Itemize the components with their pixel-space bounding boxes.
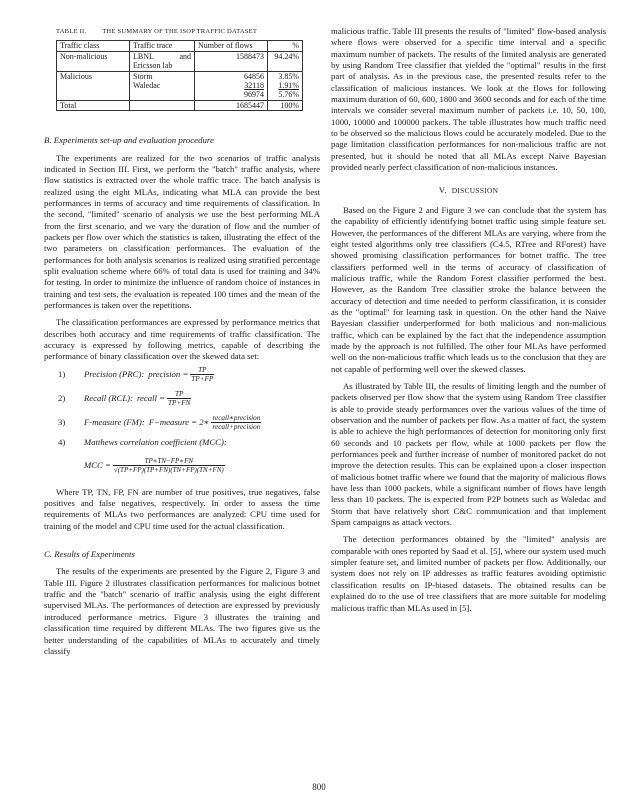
fraction-denominator: TP+FN (167, 399, 191, 408)
metric-index: 1) (58, 369, 66, 380)
table-cell: 94.24% (268, 51, 303, 71)
table-cell: Malicious (57, 71, 130, 81)
table-cell (57, 90, 130, 100)
fraction-denominator: recall+precision (212, 423, 261, 432)
table-row (57, 81, 303, 90)
mcc-formula (44, 451, 320, 481)
section-heading: C. Results of Experiments (44, 549, 135, 560)
table-row (57, 100, 303, 110)
table-cell: 96974 (195, 90, 268, 100)
dataset-table (56, 40, 303, 111)
table-cell (130, 100, 195, 110)
metric-fraction (211, 414, 261, 431)
table-cell: Waledac (130, 81, 195, 90)
metric-fraction (190, 366, 214, 383)
page-number: 800 (312, 782, 326, 792)
metric-item (44, 435, 320, 451)
section-heading (331, 185, 606, 196)
metric-name: Precision (PRC): (84, 369, 145, 380)
table-header-cell: Traffic class (57, 41, 130, 51)
table-title: THE SUMMARY OF THE ISOP TRAFFIC DATASET (102, 28, 258, 35)
metric-formula-lhs: precision = (148, 369, 189, 380)
section-number: V. (438, 185, 447, 196)
paragraph: The classification performances are expressed by performance metrics that describes both accuracy and time requirements of traffic classification. The accuracy is expressed by following metrics, capable of describing the performance of binary classification over the skewed data set: (44, 317, 320, 362)
table-cell: Storm (130, 71, 195, 81)
paragraph: Based on the Figure 2 and Figure 3 we can conclude that the system has the capability of efficiently identifying botnet traffic using simple feature set. However, the performances of the different MLAs are varying, where from the eight tested algorithms only tree classifiers (C4.5, RTree and RForest) have showed promising classification performances for botnet traffic. The tree classifiers performed well in the terms of accuracy of classification of malicious traffic, while the Random Forest classifier performed the best. However, as the Random Tree classifier stroke the balance between the accuracy of detection and time needed to perform classification, it is consider as the "optimal" for learning task in question. On the other hand the Naive Bayesian classifier underperformed for both malicious and non-malicious traffic, which can be explained by the fact that the independence assumption made by the approach is not fulfilled. The other four MLAs have performed well on the non-malicious traffic which leads us to the conclusion that they are not capable of performing well over the skewed classes. (331, 204, 606, 374)
mcc-fraction (113, 457, 225, 474)
table-row (57, 51, 303, 71)
table-header-row (57, 41, 303, 51)
table-cell (57, 81, 130, 90)
table-header-cell: % (268, 41, 303, 51)
table-cell: 1685447 (195, 100, 268, 110)
metric-name: Recall (RCL): (84, 393, 133, 404)
table-cell: 1.91% (268, 81, 303, 90)
section-heading: B. Experiments set-up and evaluation procedure (44, 135, 214, 146)
table-cell: 64856 (195, 71, 268, 81)
paragraph: malicious traffic. Table III presents the results of "limited" flow-based analysis where flows were observed for a specific time interval and a specific maximum number of packets. The results of the limited analysis are generated by using Random Tree classifier that yielded the "optimal" results in the first part of analysis. As in the previous case, the presented results refer to the classification of malicious instances. We look at the flows for following maximum duration of 60, 600, 1800 and 3600 seconds and for each of the time intervals we consider several maximum number of packets i.e. 10, 50, 100, 1000, 10000 and 100000 packets. The table illustrates how much traffic need to be observed so the malicious flows could be accurately modeled. Due to the page limitation classification performances for non-malicious traffic are not presented, but it should be noted that all MLAs except Naive Bayesian provided nearly perfect classification of non-malicious instances. (331, 26, 606, 173)
fraction-numerator: TP (190, 366, 214, 375)
table-cell: Total (57, 100, 130, 110)
table-row (57, 90, 303, 100)
table-cell: 5.76% (268, 90, 303, 100)
table-caption (56, 26, 320, 37)
table-header-cell: Number of flows (195, 41, 268, 51)
metric-name: Matthews correlation coefficient (MCC): (84, 437, 227, 448)
metric-formula-lhs: recall = (136, 393, 165, 404)
fraction-denominator: TP+FP (191, 375, 214, 384)
fraction-numerator: TP∗TN−FP∗FN (113, 457, 225, 466)
metric-index: 3) (58, 417, 66, 428)
metric-item (44, 363, 320, 387)
right-column (331, 26, 606, 614)
table-row (57, 71, 303, 81)
fraction-numerator: recall∗precision (212, 414, 261, 423)
section-title: DISCUSSION (451, 186, 499, 196)
metric-index: 4) (58, 437, 66, 448)
metric-item (44, 387, 320, 411)
table-cell (130, 90, 195, 100)
metric-formula-lhs: F−measure = 2∗ (148, 417, 210, 428)
paragraph: The results of the experiments are presented by the Figure 2, Figure 3 and Table III. Figure 2 illustrates classification performances for malicious botnet traffic and the "batch" scenario of traffic analysis using the eight different supervised MLAs. The performances of detection are expressed by previously introduced performance metrics. Figure 3 illustrates the training and classification time required by different MLAs. The two figures give us the better understanding of the capabilities of MLAs to accurately and timely classify (44, 566, 320, 656)
metric-fraction (167, 390, 191, 407)
table-cell: 32118 (195, 81, 268, 90)
mcc-lhs: MCC = (84, 460, 111, 471)
paragraph: The experiments are realized for the two scenarios of traffic analysis indicated in Section III. First, we perform the "batch" traffic analysis, where flow statistics is extracted over the whole traffic trace. The batch analysis is realized using the eight MLAs, indicating what MLA can provide the best performances in terms of accuracy and time requirements of classification. In the second, "limited" scenario of analysis we use the best performing MLA from the first scenario, and we vary the duration of flow and the number of packets per flow over which the statistics is taken, illustrating the effect of the two parameters on classification performances. The evaluation of the performances for both analysis scenarios is realized using stratified percentage split evaluation scheme where 66% of total data is used for training and 34% for testing. In order to minimize the influence of random choice of instances in training and test sets, the evaluation is repeated 100 times and the mean of the performances is taken over the repetitions. (44, 152, 320, 310)
table-cell: 100% (268, 100, 303, 110)
table-cell: 3.85% (268, 71, 303, 81)
metric-index: 2) (58, 393, 66, 404)
paragraph: The detection performances obtained by the "limited" analysis are comparable with ones reported by Saad et al. [5], where our system used much simpler feature set, and limited number of packets per flow. Additionally, our system does not rely on IP addresses as traffic features avoiding optimistic classification results on IP-biased datasets. The obtained results can be explained do to the use of tree classifiers that are more suitable for modeling malicious traffic than MLAs used in [5]. (331, 534, 606, 613)
table-cell: Non-malicious (57, 51, 130, 71)
paragraph: As illustrated by Table III, the results of limiting length and the number of packets observed per flow show that the system using Random Tree classifier is able to provide steady performances over the various values of the time of observation and the number of packets per flow. As a matter of fact, the system is able to achieve the high performances of detection for monitoring only first 60 seconds and 10 packets per flow, while at 1000 packets per flow the performances peek and further increase of number of monitored packet do not improve the detection results. This can be explained upon a closer inspection of malicious botnet traffic where we found that the majority of malicious flows have less than 1000 packets, while a significant number of flows have length less than 10 packets. The is expected from P2P botnets such as Waledac and Storm that have relatively short C&C communication and that implement Spam campaigns as attack vectors. (331, 380, 606, 528)
fraction-denominator: √(TP+FP)(TP+FN)(TN+FP)(TN+FN) (113, 466, 224, 475)
metric-item (44, 411, 320, 435)
table-label: TABLE II. (56, 28, 87, 35)
fraction-numerator: TP (167, 390, 191, 399)
table-cell: 1588473 (195, 51, 268, 71)
metric-name: F-measure (FM): (84, 417, 145, 428)
left-column (44, 26, 320, 657)
table-header-cell: Traffic trace (130, 41, 195, 51)
table-cell: LBNL and Ericsson lab (130, 51, 195, 71)
paragraph: Where TP, TN, FP, FN are number of true positives, true negatives, false positives and false negatives, respectively. In order to assess the time requirements of MLAs two performances are analyzed: CPU time used for training of the model and CPU time used for the actual classification. (44, 486, 320, 531)
